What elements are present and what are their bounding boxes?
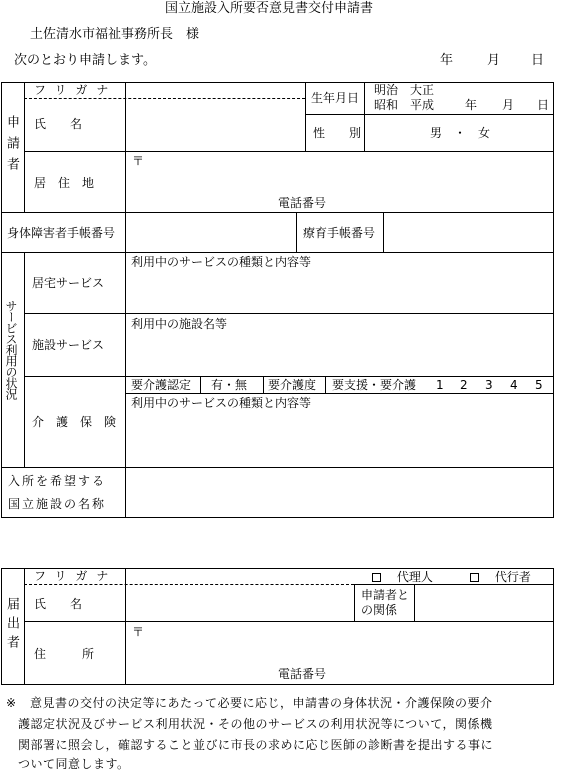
- relation-label-2: の関係: [361, 603, 398, 617]
- date-day[interactable]: 日: [531, 53, 545, 68]
- birth-day[interactable]: 日: [537, 98, 550, 112]
- care-cert-options[interactable]: 有・無: [211, 378, 248, 392]
- care-level-support: 要支援・要介護: [332, 378, 417, 392]
- sex-label: 性 別: [313, 126, 362, 140]
- applicant-name-label: 氏 名: [34, 117, 83, 131]
- birth-eras-top[interactable]: 明治 大正: [374, 83, 435, 97]
- disability-notebook-field[interactable]: [128, 215, 293, 249]
- proxy-checkbox[interactable]: [470, 573, 479, 582]
- proxy-label: 代行者: [494, 570, 531, 584]
- notifier-furigana-label: フリガナ: [34, 569, 118, 583]
- agent-checkbox[interactable]: [372, 573, 381, 582]
- furigana-divider: [24, 98, 305, 99]
- rehab-notebook-field[interactable]: [386, 215, 551, 249]
- rehab-notebook-label: 療育手帳番号: [303, 226, 376, 240]
- notifier-name-field[interactable]: [128, 587, 351, 619]
- date-year[interactable]: 年: [440, 53, 454, 68]
- desired-facility-label-1: 入所を希望する: [8, 474, 107, 488]
- home-service-note: 利用中のサービスの種類と内容等: [131, 255, 312, 269]
- footnote-line-4: ついて同意します。: [18, 757, 130, 771]
- birthdate-label: 生年月日: [311, 91, 360, 105]
- relation-field[interactable]: [417, 587, 551, 619]
- applicant-section-label: 申請者: [4, 115, 19, 178]
- date-month[interactable]: 月: [487, 53, 501, 68]
- birth-eras-bottom[interactable]: 昭和 平成: [374, 98, 435, 112]
- desired-facility-label-2: 国立施設の名称: [8, 497, 107, 511]
- notifier-phone-label: 電話番号: [278, 667, 327, 681]
- applicant-furigana-label: フリガナ: [34, 83, 118, 97]
- care-service-note: 利用中のサービスの種類と内容等: [131, 396, 312, 410]
- footnote-line-1: 意見書の交付の決定等にあたって必要に応じ，申請書の身体状況・介護保険の要介: [30, 696, 493, 710]
- address-label: 居 住 地: [34, 176, 95, 190]
- care-level-4[interactable]: 4: [510, 378, 518, 392]
- form-title: 国立施設入所要否意見書交付申請書: [165, 1, 374, 16]
- care-insurance-label: 介 護 保 険: [32, 415, 117, 429]
- request-statement: 次のとおり申請します。: [14, 53, 156, 68]
- desired-facility-field[interactable]: [128, 470, 551, 515]
- home-service-label: 居宅サービス: [32, 276, 105, 290]
- footnote-line-3: 関部署に照会し，確認すること並びに市長の求めに応じ医師の診断書を提出する事に: [18, 738, 494, 752]
- facility-service-note: 利用中の施設名等: [131, 317, 228, 331]
- notifier-section-label: 届出者: [4, 597, 19, 654]
- disability-notebook-label: 身体障害者手帳番号: [7, 226, 116, 240]
- applicant-furigana-field[interactable]: [128, 84, 303, 97]
- birth-month[interactable]: 月: [502, 98, 515, 112]
- facility-service-label: 施設サービス: [32, 338, 105, 352]
- agent-label: 代理人: [396, 570, 433, 584]
- service-section-label: サービス利用の状況: [4, 300, 18, 399]
- phone-label: 電話番号: [278, 196, 327, 210]
- relation-label-1: 申請者と: [361, 588, 410, 602]
- sex-options[interactable]: 男 ・ 女: [430, 126, 491, 140]
- care-level-2[interactable]: 2: [460, 378, 468, 392]
- notifier-name-label: 氏 名: [34, 597, 83, 611]
- care-level-5[interactable]: 5: [535, 378, 543, 392]
- footnote-line-2: 護認定状況及びサービス利用状況・その他のサービスの利用状況等について，関係機: [18, 717, 493, 731]
- applicant-name-field[interactable]: [128, 101, 303, 149]
- care-level-label: 要介護度: [268, 378, 317, 392]
- birth-year[interactable]: 年: [465, 98, 478, 112]
- addressee: 土佐清水市福祉事務所長 様: [30, 27, 200, 42]
- care-level-1[interactable]: 1: [436, 378, 444, 392]
- footnote-mark: ※: [6, 696, 17, 710]
- notifier-address-label: 住 所: [34, 647, 95, 661]
- notifier-postal-mark: 〒: [132, 625, 145, 639]
- care-level-3[interactable]: 3: [485, 378, 493, 392]
- postal-mark: 〒: [132, 154, 145, 168]
- care-cert-label: 要介護認定: [131, 378, 192, 392]
